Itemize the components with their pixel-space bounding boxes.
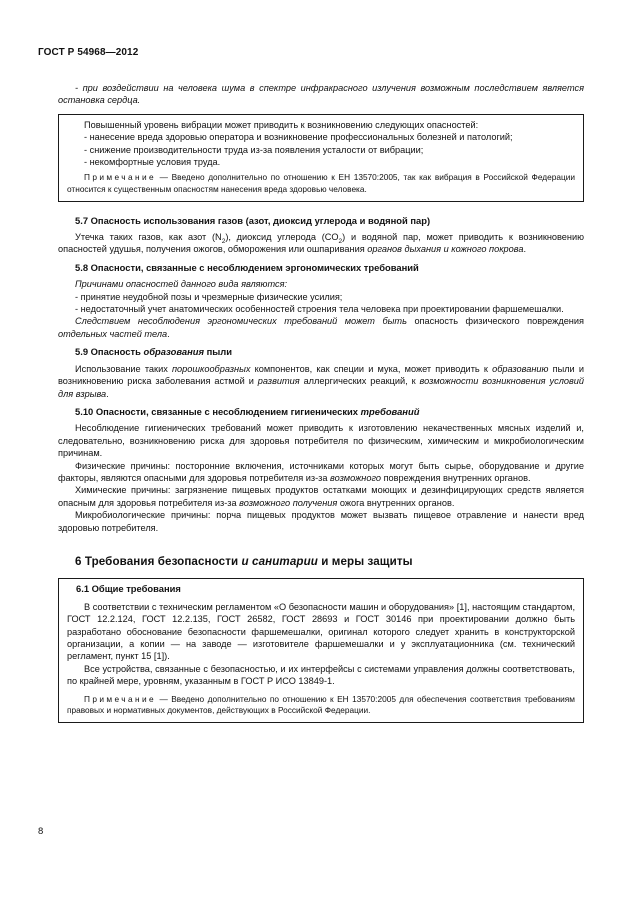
text-run: возможного: [330, 472, 382, 483]
text-run: и санитарии: [241, 554, 318, 568]
note-text: — Введено дополнительно по отношению к ЕН 13570:2005, так как вибрация в Российской Федерации относится к существенным опасностям нанесения вреда здоровью человека.: [67, 172, 575, 195]
document-id-header: ГОСТ Р 54968—2012: [38, 47, 139, 58]
text-run: аллергических реакций, к: [299, 376, 420, 387]
text-run: .: [106, 388, 109, 399]
list-item: - снижение производительности труда из-за появления усталости от вибрации;: [84, 144, 424, 155]
page-number: 8: [38, 826, 44, 837]
section-5-9-text: [58, 363, 584, 400]
vibration-hazards-box: [58, 114, 584, 202]
list-item: - недостаточный учет анатомических особенностей строения тела человека при проектировании фаршемешалки.: [75, 304, 564, 315]
list-item: - некомфортные условия труда.: [84, 157, 221, 168]
section-5-9-title: [58, 346, 584, 358]
text-run: требований: [360, 405, 420, 417]
text-run: 5.9 Опасность: [75, 346, 144, 358]
subscript: 2: [221, 237, 226, 245]
text-run: .: [523, 244, 527, 255]
text-run: развития: [257, 376, 300, 387]
consequence-text: [58, 315, 584, 340]
text-run: компонентов, как специи и мука, может приводить к: [250, 363, 493, 374]
chemical-causes: [58, 484, 584, 509]
vibration-lead: Повышенный уровень вибрации может приводить к возникновению следующих опасностей:: [84, 119, 479, 130]
text-run: образования: [143, 346, 204, 358]
hygiene-paragraph: Несоблюдение гигиенических требований может приводить к изготовлению некачественных мясных изделий и, следовательно, возникновению риска для здоровья потребителя по физическим, химическим и микробиологическим причинам.: [58, 423, 584, 459]
section-5-8-title: 5.8 Опасности, связанные с несоблюдением эргономических требований: [75, 261, 419, 273]
general-req-paragraph-1: В соответствии с техническим регламентом «О безопасности машин и оборудования» [1], настоящим стандартом, ГОСТ 12.2.124, ГОСТ 12.2.135, ГОСТ 26582, ГОСТ 28693 и ГОСТ 30146 при проектировании должно быть разработано обоснование безопасности фаршемешалки, оригинал которого следует хранить в конструкторской организации, а копии — на заводе — изготовителе фаршемешалки и у эксплуатационника (см. технический регламент, пункт 15 [1]).: [67, 601, 575, 662]
text-run: ) и водяной пар, может приводить к возникновению опасностей удушья, получения ожогов, обморожения или ошпаривания: [58, 232, 585, 255]
text-run: порошкообразных: [171, 363, 251, 374]
page-content: [58, 82, 584, 723]
text-run: Использование таких: [75, 363, 172, 374]
microbiological-causes: Микробиологические причины: порча пищевых продуктов может вызвать пищевое отравление и нанести вред здоровью потребителя.: [58, 510, 584, 533]
text-run: 6 Требования безопасности: [75, 554, 242, 568]
text-run: повреждения внутренних органов.: [381, 472, 531, 483]
general-req-note: [67, 694, 575, 717]
note-text: — Введено дополнительно по отношению к ЕН 13570:2005 для обеспечения соответствия требованиям правовых и нормативных документов, действующих в Российской Федерации.: [67, 693, 575, 716]
text-run: пыли: [204, 346, 232, 358]
general-requirements-box: [58, 578, 584, 722]
text-run: возможности возникновения условий для взрыва: [58, 376, 585, 399]
text-run: Утечка таких газов, как азот (N: [75, 232, 222, 243]
text-run: органов дыхания и кожного покрова: [367, 244, 524, 255]
causes-lead: Причинами опасностей данного вида являются:: [75, 279, 288, 290]
general-req-paragraph-2: Все устройства, связанные с безопасностью, и их интерфейсы с системами управления должны соответствовать, по крайней мере, уровням, указанным в ГОСТ Р ИСО 13849-1.: [67, 663, 575, 687]
text-run: образованию: [492, 363, 549, 374]
text-run: Химические причины: загрязнение пищевых продуктов остатками моющих и дезинфицирующих средств является опасным для здоровья потребителя из-за: [58, 485, 584, 508]
text-run: отдельных частей тела: [58, 328, 168, 339]
text-run: ), диоксид углерода (CO: [225, 232, 339, 243]
section-5-7-text: [58, 231, 584, 256]
vibration-note: [67, 172, 575, 195]
text-run: опасность физического повреждения: [406, 316, 584, 327]
text-run: .: [167, 328, 170, 339]
text-run: 5.10 Опасности, связанные с несоблюдением гигиенических: [75, 405, 361, 417]
text-run: возможного получения: [239, 497, 338, 508]
section-5-10-title: [58, 406, 584, 418]
text-run: Физические причины: посторонние включения, источниками которых могут быть сырье, оборудование и другие факторы, являются опасными для здоровья потребителя из-за: [58, 460, 584, 483]
section-6-1-title: 6.1 Общие требования: [76, 583, 181, 595]
text-run: Следствием несоблюдения эргономических требований может быть: [75, 316, 407, 327]
text-run: и меры защиты: [317, 554, 413, 568]
noise-consequence-line: - при воздействии на человека шума в спектре инфракрасного излучения возможным последствием является остановка сердца.: [58, 83, 584, 106]
note-label: Примечание: [84, 172, 157, 183]
section-5-7-title: 5.7 Опасность использования газов (азот, диоксид углерода и водяной пар): [75, 214, 431, 226]
text-run: пыли и возникновению риска заболевания астмой и: [58, 363, 585, 387]
section-6-title: [58, 556, 584, 568]
note-label: Примечание: [84, 693, 157, 704]
list-item: - принятие неудобной позы и чрезмерные физические усилия;: [75, 291, 343, 302]
physical-causes: [58, 460, 584, 485]
text-run: ожога внутренних органов.: [337, 497, 455, 508]
subscript: 2: [338, 237, 343, 245]
list-item: - нанесение вреда здоровью оператора и возникновение профессиональных болезней и патологий;: [84, 132, 513, 143]
